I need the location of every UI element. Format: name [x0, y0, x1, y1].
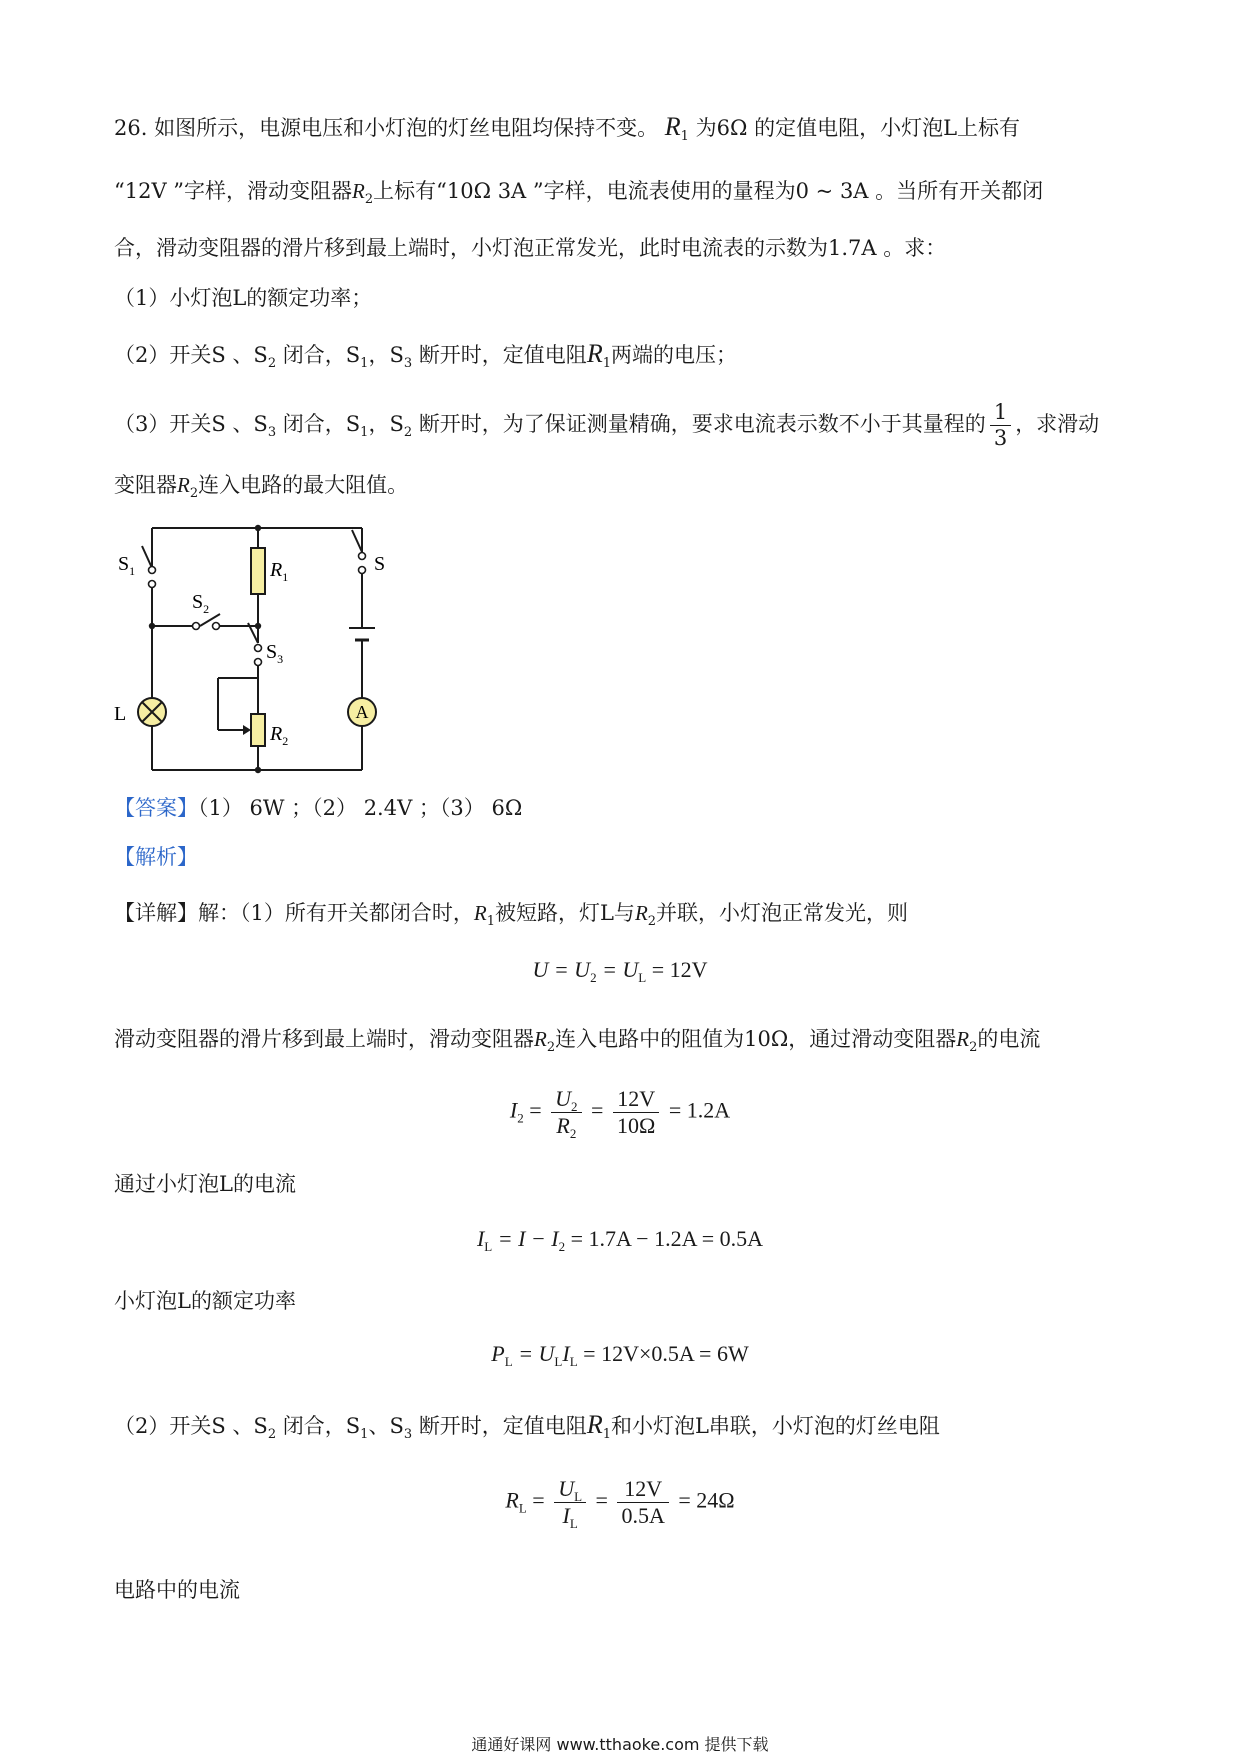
detail-line-2: 滑动变阻器的滑片移到最上端时，滑动变阻器$R_2$连入电路中的阻值为10Ω，通过滑动变阻器$R_2$的电流 — [114, 1027, 1041, 1055]
subquestion-2: （2）开关S 、$S_2$ 闭合，$S_1$，$S_3$ 断开时，定值电阻$R_1$两端的电压； — [114, 339, 737, 371]
equation-3: $I_L = I - I_2 = 1.7A - 1.2A = 0.5A$ — [476, 1226, 764, 1254]
question-line-3: 合，滑动变阻器的滑片移到最上端时，小灯泡正常发光，此时电流表的示数为1.7A 。求： — [114, 236, 947, 260]
detail-line-5: （2）开关S 、$S_2$ 闭合，$S_1$、$S_3$ 断开时，定值电阻$R_1$和小灯泡L串联，小灯泡的灯丝电阻 — [114, 1410, 940, 1442]
fraction-one-third: $\frac{1}{3}$ — [990, 400, 1011, 451]
footer-watermark: 通通好课网 www.tthaoke.com 提供下载 — [471, 1735, 769, 1754]
analysis-tag: 【解析】 — [114, 845, 198, 869]
subquestion-3-cont: 变阻器$R_2$连入电路的最大阻值。 — [114, 473, 409, 501]
answer-tag: 【答案】 — [114, 796, 198, 820]
equation-4: $P_L = U_LI_L = 12V\times 0.5A = 6W$ — [491, 1341, 749, 1369]
answer-line: 【答案】（1） 6W ；（2） 2.4V ；（3） 6Ω — [114, 796, 523, 820]
detail-tag: 【详解】 — [114, 901, 198, 925]
label-s3: $S_3$ — [266, 641, 284, 666]
switch-s-blade — [352, 530, 362, 552]
label-lamp: L — [114, 703, 127, 725]
equation-2: $I_2$ = $\frac{U_2}{R_2}$ = $\frac{12V}{10\Omega}$ = 1.2A — [509, 1086, 731, 1141]
label-r2: $R_2$ — [270, 723, 289, 748]
label-s1: $S_1$ — [118, 553, 136, 578]
resistor-r1 — [251, 548, 265, 594]
question-line-1: 26. 如图所示，电源电压和小灯泡的灯丝电阻均保持不变。 $R_1$ 为6Ω 的定值电阻，小灯泡L上标有 — [114, 112, 1021, 144]
equation-5: $R_L$ = $\frac{U_L}{I_L}$ = $\frac{12V}{0.5A}$ = 24Ω — [505, 1476, 735, 1531]
ammeter-label: A — [355, 702, 369, 722]
detail-line-3: 通过小灯泡L的电流 — [114, 1172, 296, 1196]
detail-line-4: 小灯泡L的额定功率 — [114, 1289, 296, 1313]
label-s: S — [374, 553, 386, 575]
label-r1: $R_1$ — [270, 559, 289, 584]
subquestion-3: （3）开关S 、$S_3$ 闭合，$S_1$，$S_2$ 断开时，为了保证测量精确，要求电流表示数不小于其量程的 $\frac{1}{3}$ ，求滑动 — [114, 400, 1100, 450]
label-s2: $S_2$ — [192, 591, 210, 616]
question-line-2: “12V ”字样，滑动变阻器$R_2$上标有“10Ω 3A ”字样，电流表使用的量程为0 ~ 3A 。当所有开关都闭 — [114, 179, 1044, 207]
detail-line-1: 【详解】解：（1）所有开关都闭合时，$R_1$被短路，灯L与$R_2$并联，小灯泡正常发光，则 — [114, 901, 909, 929]
circuit-diagram — [112, 518, 412, 780]
detail-line-6: 电路中的电流 — [114, 1578, 240, 1602]
question-number: 26. — [114, 116, 148, 140]
switch-s1-blade — [142, 546, 152, 568]
resistor-r2 — [251, 714, 265, 746]
equation-1: $U = U_2 = U_L = 12V$ — [532, 957, 708, 985]
subquestion-1: （1）小灯泡L的额定功率； — [114, 286, 373, 310]
r2-slider-arrow — [243, 725, 251, 735]
